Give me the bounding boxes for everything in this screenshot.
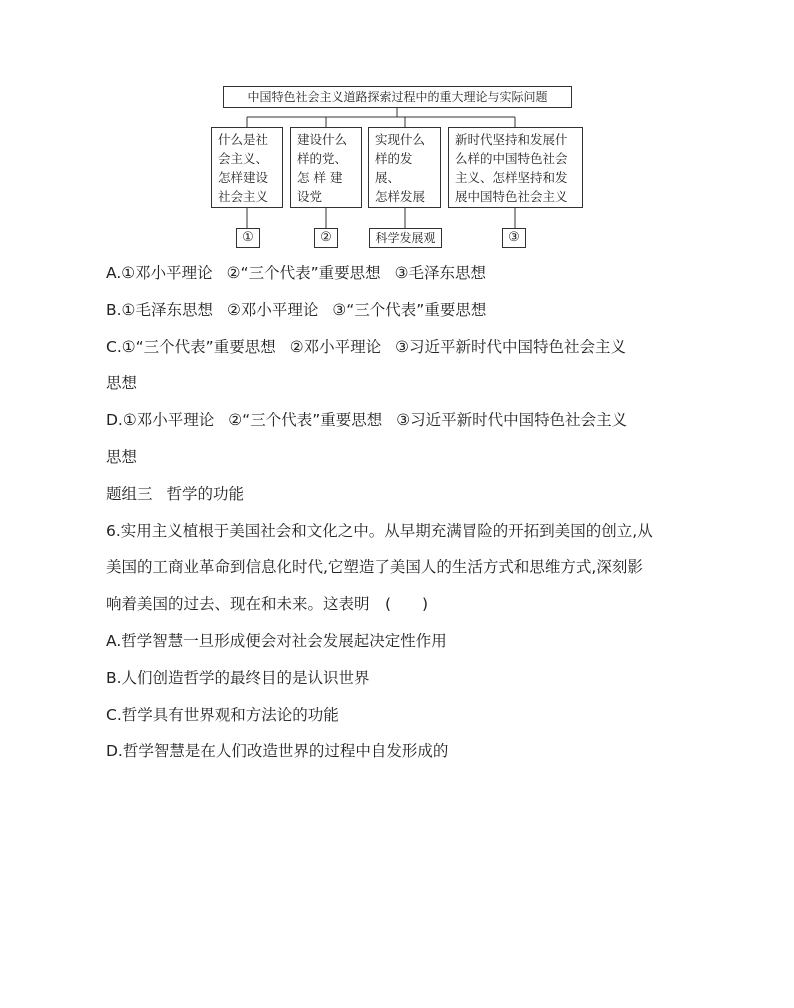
- q5-option-c-cont: 思想: [106, 374, 138, 393]
- q5-option-b: B.①毛泽东思想 ②邓小平理论 ③“三个代表”重要思想: [106, 300, 487, 319]
- answer-box-1: ①: [236, 228, 260, 248]
- answer-box-4: ③: [502, 228, 526, 248]
- q5-option-c: C.①“三个代表”重要思想 ②邓小平理论 ③习近平新时代中国特色社会主义: [106, 337, 627, 356]
- q5-option-d: D.①邓小平理论 ②“三个代表”重要思想 ③习近平新时代中国特色社会主义: [106, 411, 628, 430]
- q6-option-b: B.人们创造哲学的最终目的是认识世界: [106, 668, 370, 687]
- q6-stem-line-2: 美国的工商业革命到信息化时代,它塑造了美国人的生活方式和思维方式,深刻影: [106, 558, 643, 577]
- q6-option-c: C.哲学具有世界观和方法论的功能: [106, 705, 339, 724]
- q6-stem-line-1: 6.实用主义植根于美国社会和文化之中。从早期充满冒险的开拓到美国的创立,从: [106, 521, 653, 540]
- question-box-3: 实现什么 样的发展、 怎样发展: [368, 127, 441, 208]
- question-box-1: 什么是社 会主义、 怎样建设 社会主义: [211, 127, 283, 208]
- question-content: [106, 255, 696, 770]
- q6-option-a: A.哲学智慧一旦形成便会对社会发展起决定性作用: [106, 631, 447, 650]
- q5-option-d-cont: 思想: [106, 447, 138, 466]
- answer-box-3: 科学发展观: [369, 228, 442, 248]
- answer-box-2: ②: [314, 228, 338, 248]
- question-box-4: 新时代坚持和发展什 么样的中国特色社会 主义、怎样坚持和发 展中国特色社会主义: [448, 127, 583, 208]
- question-box-2: 建设什么 样的党、 怎 样 建 设党: [290, 127, 362, 208]
- diagram-title: 中国特色社会主义道路探索过程中的重大理论与实际问题: [223, 86, 572, 108]
- connector-lines: [0, 0, 794, 250]
- q6-stem-line-3: 响着美国的过去、现在和未来。这表明 ( ): [106, 595, 429, 614]
- q6-option-d: D.哲学智慧是在人们改造世界的过程中自发形成的: [106, 742, 449, 761]
- theory-diagram: [0, 0, 794, 250]
- section-heading: 题组三 哲学的功能: [106, 484, 245, 503]
- q5-option-a: A.①邓小平理论 ②“三个代表”重要思想 ③毛泽东思想: [106, 264, 487, 282]
